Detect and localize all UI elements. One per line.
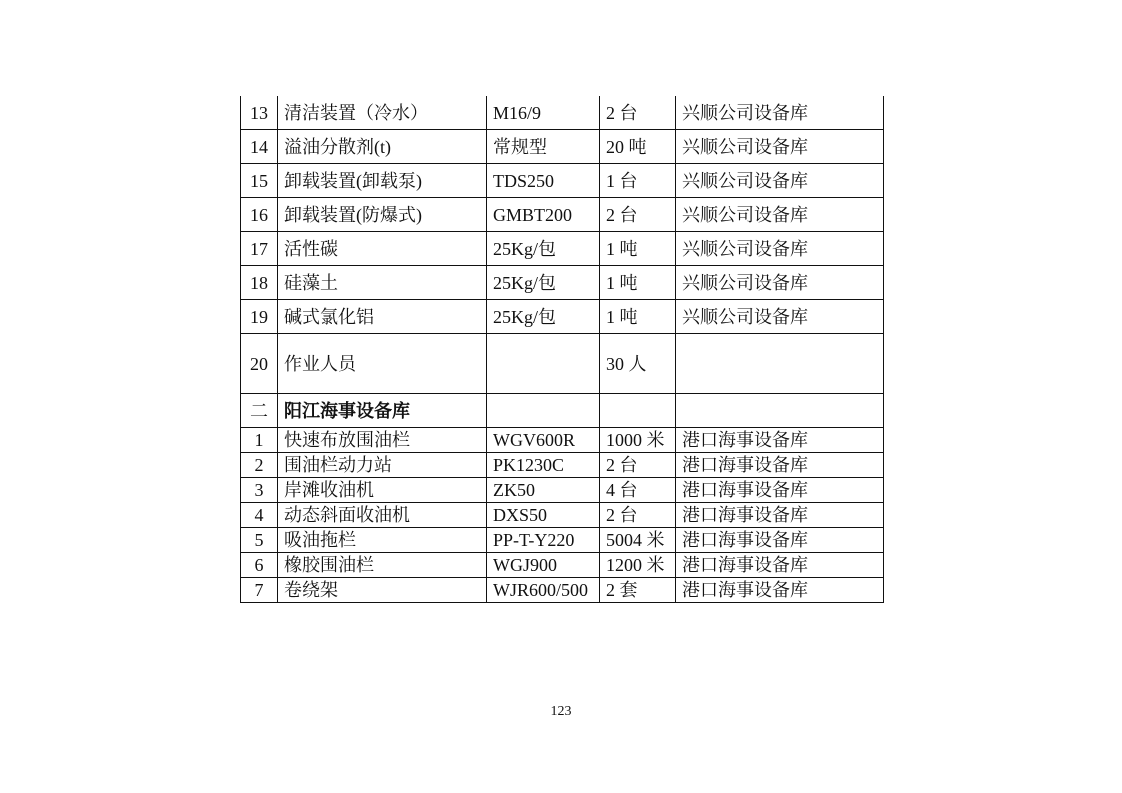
item-quantity: 1 吨 [600, 300, 676, 334]
item-quantity: 2 台 [600, 503, 676, 528]
table-row [241, 428, 884, 453]
item-location: 兴顺公司设备库 [676, 164, 884, 198]
table-row [241, 198, 884, 232]
item-location: 兴顺公司设备库 [676, 96, 884, 130]
item-model: PK1230C [487, 453, 600, 478]
table-row [241, 266, 884, 300]
row-number: 7 [241, 578, 278, 603]
row-number: 16 [241, 198, 278, 232]
row-number: 2 [241, 453, 278, 478]
page-number: 123 [550, 704, 572, 719]
item-model: TDS250 [487, 164, 600, 198]
item-model: WGV600R [487, 428, 600, 453]
section-number: 二 [241, 394, 278, 428]
item-quantity: 1200 米 [600, 553, 676, 578]
table-row [241, 130, 884, 164]
item-name: 卷绕架 [278, 578, 487, 603]
item-location: 港口海事设备库 [676, 528, 884, 553]
item-quantity: 1 吨 [600, 266, 676, 300]
item-name: 围油栏动力站 [278, 453, 487, 478]
item-name: 溢油分散剂(t) [278, 130, 487, 164]
item-location: 港口海事设备库 [676, 428, 884, 453]
item-model: M16/9 [487, 96, 600, 130]
table-row [241, 453, 884, 478]
item-name: 岸滩收油机 [278, 478, 487, 503]
item-name: 清洁装置（冷水） [278, 96, 487, 130]
item-location: 兴顺公司设备库 [676, 232, 884, 266]
item-quantity: 2 套 [600, 578, 676, 603]
empty-cell [600, 394, 676, 428]
table-row [241, 528, 884, 553]
table-row [241, 164, 884, 198]
item-location [676, 334, 884, 394]
row-number: 4 [241, 503, 278, 528]
item-model: GMBT200 [487, 198, 600, 232]
item-model: PP-T-Y220 [487, 528, 600, 553]
table-row [241, 478, 884, 503]
section-title: 阳江海事设备库 [278, 394, 487, 428]
item-name: 卸载装置(防爆式) [278, 198, 487, 232]
empty-cell [676, 394, 884, 428]
table-row [241, 232, 884, 266]
item-quantity: 2 台 [600, 453, 676, 478]
item-name: 卸载装置(卸载泵) [278, 164, 487, 198]
row-number: 6 [241, 553, 278, 578]
table-row [241, 553, 884, 578]
item-model: WJR600/500 [487, 578, 600, 603]
item-model: DXS50 [487, 503, 600, 528]
item-quantity: 4 台 [600, 478, 676, 503]
item-quantity: 1 吨 [600, 232, 676, 266]
item-model: 25Kg/包 [487, 300, 600, 334]
item-quantity: 2 台 [600, 198, 676, 232]
row-number: 17 [241, 232, 278, 266]
row-number: 5 [241, 528, 278, 553]
row-number: 14 [241, 130, 278, 164]
item-name: 活性碳 [278, 232, 487, 266]
item-quantity: 1 台 [600, 164, 676, 198]
row-number: 20 [241, 334, 278, 394]
item-quantity: 2 台 [600, 96, 676, 130]
item-name: 快速布放围油栏 [278, 428, 487, 453]
item-model: 25Kg/包 [487, 266, 600, 300]
item-location: 兴顺公司设备库 [676, 300, 884, 334]
table-row [241, 578, 884, 603]
item-model: WGJ900 [487, 553, 600, 578]
item-location: 兴顺公司设备库 [676, 198, 884, 232]
item-model: 常规型 [487, 130, 600, 164]
table-row [241, 300, 884, 334]
item-quantity: 20 吨 [600, 130, 676, 164]
item-location: 兴顺公司设备库 [676, 130, 884, 164]
row-number: 13 [241, 96, 278, 130]
item-quantity: 1000 米 [600, 428, 676, 453]
item-model: ZK50 [487, 478, 600, 503]
table-row [241, 96, 884, 130]
item-location: 港口海事设备库 [676, 578, 884, 603]
item-name: 吸油拖栏 [278, 528, 487, 553]
item-name: 橡胶围油栏 [278, 553, 487, 578]
equipment-table [240, 96, 884, 603]
item-location: 港口海事设备库 [676, 478, 884, 503]
item-quantity: 30 人 [600, 334, 676, 394]
item-name: 硅藻土 [278, 266, 487, 300]
item-location: 港口海事设备库 [676, 453, 884, 478]
item-name: 碱式氯化铝 [278, 300, 487, 334]
row-number: 15 [241, 164, 278, 198]
item-quantity: 5004 米 [600, 528, 676, 553]
item-location: 兴顺公司设备库 [676, 266, 884, 300]
table-row [241, 334, 884, 394]
row-number: 19 [241, 300, 278, 334]
item-model [487, 334, 600, 394]
empty-cell [487, 394, 600, 428]
row-number: 18 [241, 266, 278, 300]
item-location: 港口海事设备库 [676, 503, 884, 528]
item-model: 25Kg/包 [487, 232, 600, 266]
item-name: 作业人员 [278, 334, 487, 394]
table-row [241, 503, 884, 528]
row-number: 3 [241, 478, 278, 503]
item-name: 动态斜面收油机 [278, 503, 487, 528]
row-number: 1 [241, 428, 278, 453]
item-location: 港口海事设备库 [676, 553, 884, 578]
section-header-row [241, 394, 884, 428]
